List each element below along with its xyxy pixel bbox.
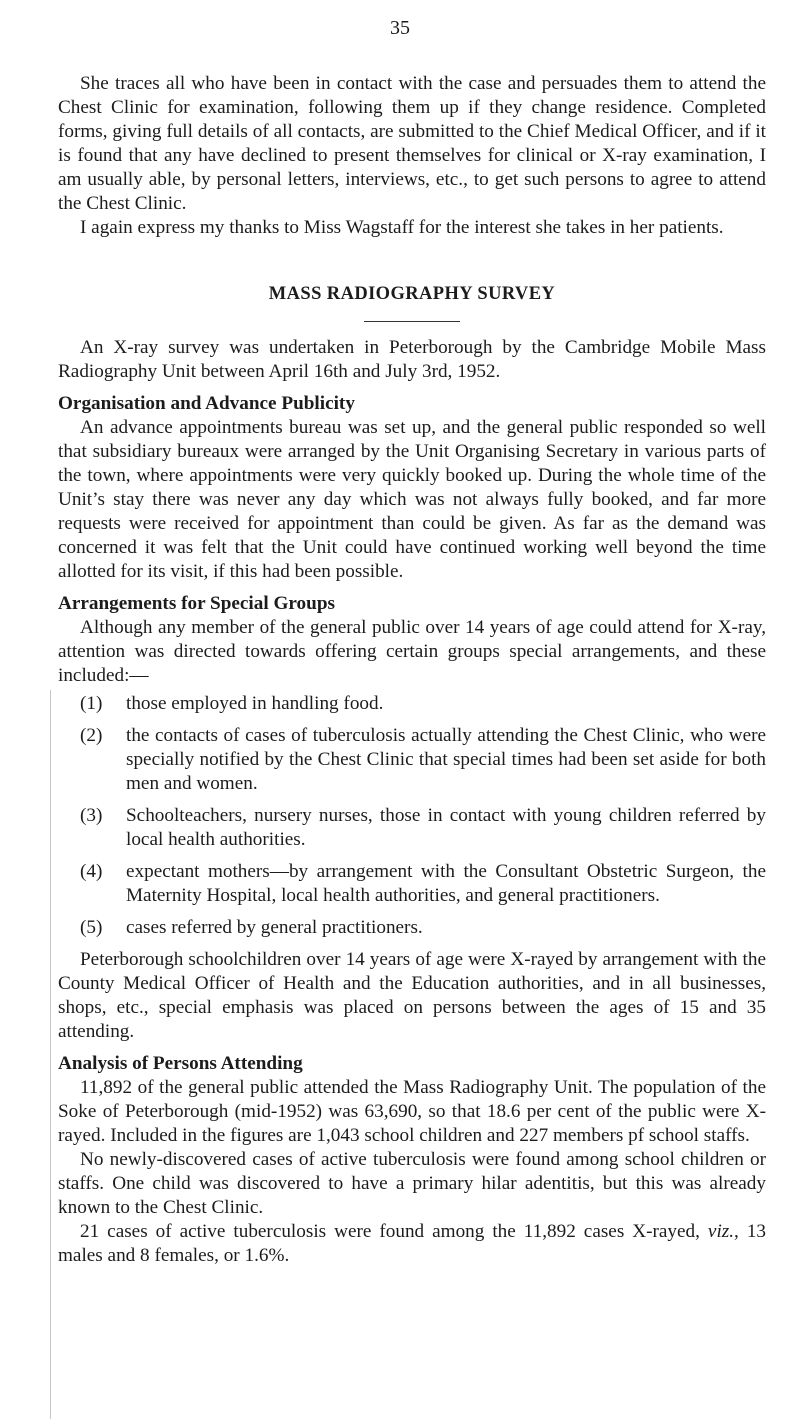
analysis-paragraph-2: No newly-discovered cases of active tuberculosis were found among school children or staffs. One child was discovered to have a primary hilar adentitis, but this was already known to the Chest Clinic.	[58, 1149, 766, 1218]
list-item	[58, 804, 766, 852]
special-groups-list	[58, 692, 766, 940]
organisation-paragraph: An advance appointments bureau was set up, and the general public responded so well that subsidiary bureaux were arranged by the Unit Organising Secretary in various parts of the town, where appointments were very quickly booked up. During the whole time of the Unit’s stay there was never any day which was not always fully booked, and far more requests were received for appointment than could be given. As far as the demand was concerned it was felt that the Unit could have continued working well beyond the time allotted for its visit, if this had been possible.	[58, 417, 766, 582]
list-item	[58, 692, 766, 716]
analysis-final-main: 21 cases of active tuberculosis were found among the 11,892 cases X-rayed,	[80, 1221, 700, 1242]
list-item	[58, 916, 766, 940]
list-item-text: expectant mothers—by arrangement with the Consultant Obstetric Surgeon, the Maternity Hospital, local health authorities, and general practitioners.	[126, 861, 766, 906]
list-item-number: (2)	[80, 725, 103, 746]
section-title: MASS RADIOGRAPHY SURVEY	[268, 284, 556, 304]
list-item-text: the contacts of cases of tuberculosis actually attending the Chest Clinic, who were specially notified by the Chest Clinic that special times had been set aside for both men and women.	[126, 725, 766, 794]
arrangements-heading: Arrangements for Special Groups	[58, 593, 335, 614]
viz-abbreviation: viz.	[707, 1221, 735, 1242]
analysis-final-rest: , 13 males and 8 females, or 1.6%.	[58, 1221, 767, 1266]
arrangements-closing-paragraph: Peterborough schoolchildren over 14 years of age were X-rayed by arrangement with the County Medical Officer of Health and the Education authorities, and in all businesses, shops, etc., special emphasis was placed on persons between the ages of 15 and 35 attending.	[58, 949, 766, 1042]
arrangements-intro: Although any member of the general public over 14 years of age could attend for X-ray, attention was directed towards offering certain groups special arrangements, and these included:—	[58, 617, 766, 686]
list-item-number: (3)	[80, 805, 103, 826]
analysis-paragraph-1: 11,892 of the general public attended the Mass Radiography Unit. The population of the Soke of Peterborough (mid-1952) was 63,690, so that 18.6 per cent of the public were X-rayed. Included in the figures are 1,043 school children and 227 members pf school staffs.	[58, 1077, 766, 1146]
list-item-number: (5)	[80, 917, 103, 938]
intro-paragraph-1: She traces all who have been in contact with the case and persuades them to attend the Chest Clinic for examination, following them up if they change residence. Completed forms, giving full details of all contacts, are submitted to the Chief Medical Officer, and if it is found that any have declined to present themselves for clinical or X-ray examination, I am usually able, by personal letters, interviews, etc., to get such persons to agree to attend the Chest Clinic.	[58, 73, 766, 214]
list-item-text: Schoolteachers, nursery nurses, those in contact with young children referred by local health authorities.	[126, 805, 766, 850]
intro-paragraph-2: I again express my thanks to Miss Wagstaff for the interest she takes in her patients.	[80, 217, 724, 238]
survey-intro-paragraph: An X-ray survey was undertaken in Peterborough by the Cambridge Mobile Mass Radiography Unit between April 16th and July 3rd, 1952.	[58, 337, 766, 382]
list-item-number: (4)	[80, 861, 103, 882]
analysis-final-paragraph	[58, 1220, 766, 1268]
list-item-text: those employed in handling food.	[126, 693, 384, 714]
page-number: 35	[390, 17, 410, 39]
list-item-text: cases referred by general practitioners.	[126, 917, 423, 938]
list-item	[58, 724, 766, 796]
organisation-heading: Organisation and Advance Publicity	[58, 393, 355, 414]
list-item-number: (1)	[80, 693, 103, 714]
analysis-heading: Analysis of Persons Attending	[58, 1053, 303, 1074]
list-item	[58, 860, 766, 908]
title-divider	[364, 321, 460, 322]
